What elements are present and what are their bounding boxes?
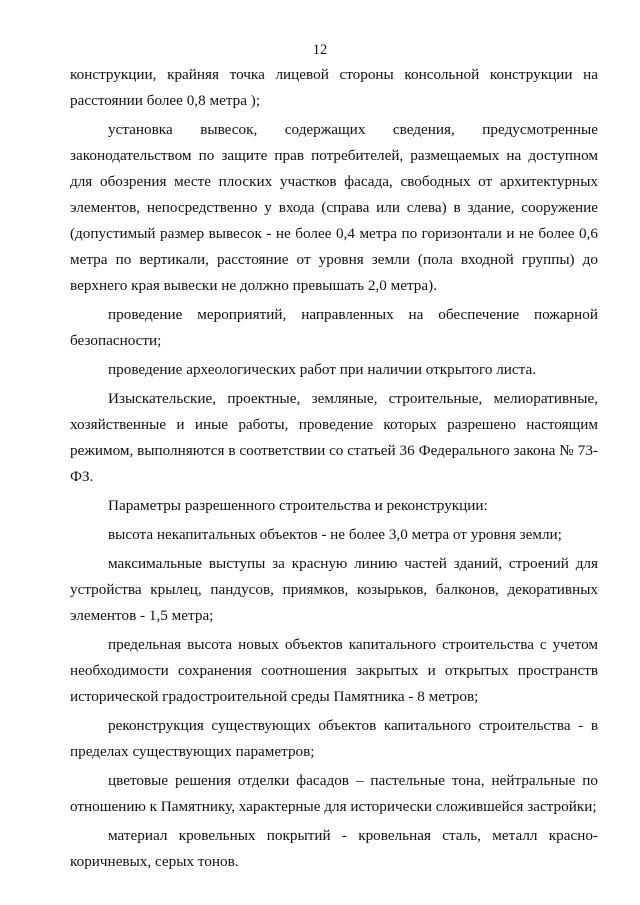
page-number: 12 [312,42,328,58]
paragraph: проведение археологических работ при наличии открытого листа. [108,361,537,378]
paragraph: высота некапитальных объектов - не более 3,0 метра от уровня земли; [108,526,562,543]
paragraph: Изыскательские, проектные, земляные, строительные, мелиоративные, хозяйственные и иные работы, проведение которых разрешено настоящим режимом, выполняются в соответствии со статьей 36 Федерального закона № 73-ФЗ. [70,390,598,485]
paragraph: цветовые решения отделки фасадов – пастельные тона, нейтральные по отношению к Памятнику, характерные для исторически сложившейся застройки; [70,772,598,815]
paragraph: Параметры разрешенного строительства и реконструкции: [108,497,488,514]
paragraph: реконструкция существующих объектов капитального строительства - в пределах существующих параметров; [70,717,598,760]
paragraph: установка вывесок, содержащих сведения, предусмотренные законодательством по защите прав потребителей, размещаемых на доступном для обозрения месте плоских участков фасада, свободных от архитектурных элементов, непосредственно у входа (справа или слева) в здание, сооружение (допустимый размер вывесок - не более 0,4 метра по горизонтали и не более 0,6 метра по вертикали, расстояние от уровня земли (пола входной группы) до верхнего края вывески не должно превышать 2,0 метра). [70,121,598,294]
paragraph: конструкции, крайняя точка лицевой стороны консольной конструкции на расстоянии более 0,8 метра ); [70,66,598,109]
paragraph: предельная высота новых объектов капитального строительства с учетом необходимости сохранения соотношения закрытых и открытых пространств исторической градостроительной среды Памятника - 8 метров; [70,636,598,705]
paragraph: максимальные выступы за красную линию частей зданий, строений для устройства крылец, пандусов, приямков, козырьков, балконов, декоративных элементов - 1,5 метра; [70,555,598,624]
paragraph: проведение мероприятий, направленных на обеспечение пожарной безопасности; [70,306,598,349]
body-text [70,62,598,878]
paragraph: материал кровельных покрытий - кровельная сталь, металл красно-коричневых, серых тонов. [70,827,598,870]
